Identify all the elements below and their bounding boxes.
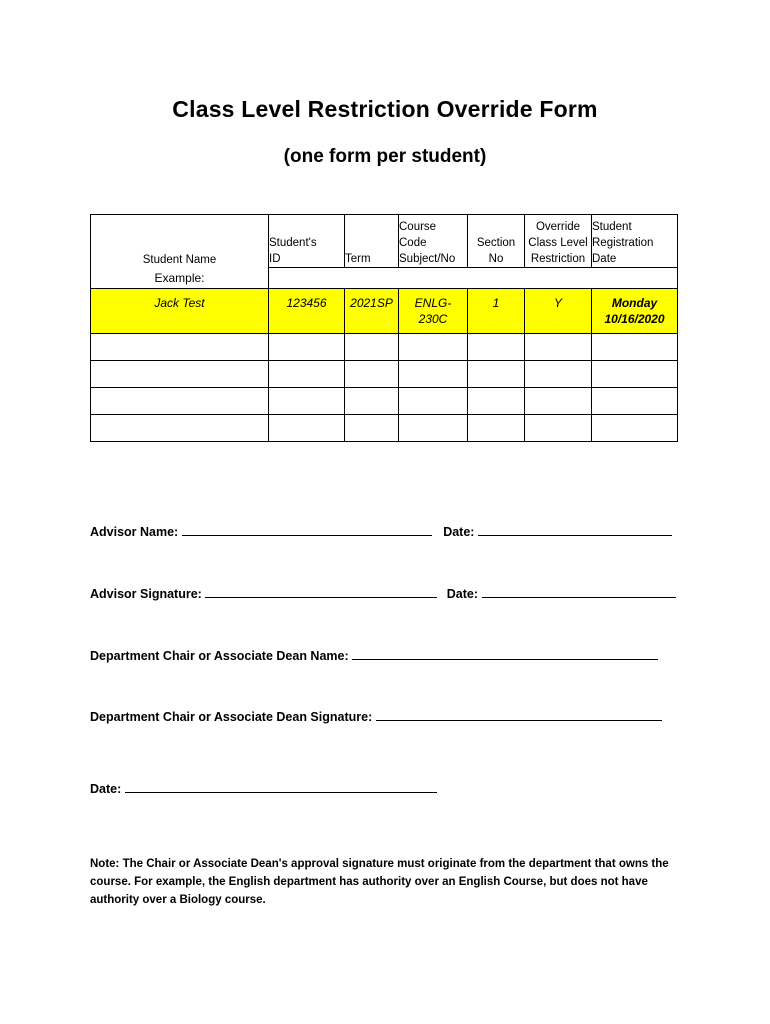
sample-date: Monday 10/16/2020 [592,289,678,334]
advisor-name-field[interactable] [182,522,432,536]
chair-name-line [90,646,658,663]
form-title: Class Level Restriction Override Form [172,96,598,122]
date-field[interactable] [478,522,672,536]
student-table [90,214,678,442]
form-subtitle: (one form per student) [283,146,487,167]
date-field[interactable] [482,584,676,598]
header-course: Course Code Subject/No [399,215,468,268]
final-date-line [90,779,437,796]
date-label: Date: [446,587,482,601]
chair-signature-field[interactable] [376,707,662,721]
sample-override: Y [525,289,592,334]
header-override: Override Class Level Restriction [525,215,592,268]
header-row [91,215,678,268]
sample-term: 2021SP [345,289,399,334]
table-row[interactable] [91,361,678,388]
chair-name-label: Department Chair or Associate Dean Name: [90,649,353,663]
header-term: Term [345,215,399,268]
chair-signature-label: Department Chair or Associate Dean Signature: [90,710,376,724]
advisor-name-line [90,522,672,539]
sample-row [91,289,678,334]
sample-course: ENLG- 230C [399,289,468,334]
table-row[interactable] [91,334,678,361]
approval-note: Note: The Chair or Associate Dean's approval signature must originate from the department that owns the course. For example, the English department has authority over an English Course, but does not have authority over a Biology course. [90,858,669,906]
sample-id: 123456 [269,289,345,334]
date-label: Date: [90,782,125,796]
date-field[interactable] [125,779,437,793]
table-row[interactable] [91,415,678,442]
example-label: Example: [91,268,269,289]
advisor-signature-line [90,584,676,601]
header-registration-date: Student Registration Date [592,215,678,268]
date-label: Date: [443,525,478,539]
chair-signature-line [90,707,662,724]
table-row[interactable] [91,388,678,415]
header-student-name: Student Name [91,215,269,268]
sample-section: 1 [468,289,525,334]
header-student-id: Student's ID [269,215,345,268]
sample-name: Jack Test [91,289,269,334]
chair-name-field[interactable] [352,646,658,660]
example-label-row [91,268,678,289]
header-section: Section No [468,215,525,268]
advisor-signature-field[interactable] [205,584,437,598]
advisor-name-label: Advisor Name: [90,525,182,539]
advisor-signature-label: Advisor Signature: [90,587,206,601]
